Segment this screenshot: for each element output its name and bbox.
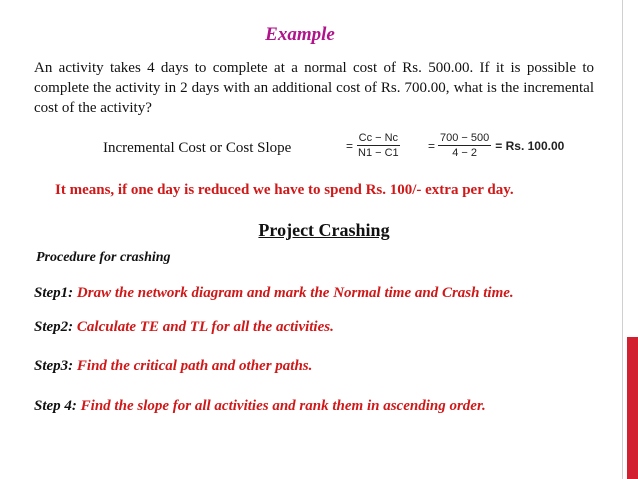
- section-title: Project Crashing: [258, 220, 390, 240]
- equals-sign: =: [428, 138, 436, 153]
- step-4: [34, 398, 486, 415]
- step-text: Calculate TE and TL for all the activities.: [76, 319, 334, 335]
- step-label: Step3:: [34, 358, 74, 374]
- formula-result: = Rs. 100.00: [495, 138, 565, 153]
- formula-label: Incremental Cost or Cost Slope: [103, 140, 292, 156]
- accent-bar: [627, 337, 638, 479]
- slide-heading: Example: [265, 24, 335, 45]
- fraction-denominator: N1 − C1: [358, 147, 399, 159]
- step-text: Find the critical path and other paths.: [76, 358, 313, 374]
- example-paragraph: An activity takes 4 days to complete at a normal cost of Rs. 500.00. If it is possible to complete the activity in 2 days with an additional cost of Rs. 700.00, what is the incremental cost of the activity?: [34, 60, 594, 116]
- fraction-denominator: 4 − 2: [452, 147, 478, 159]
- step-label: Step1:: [34, 285, 74, 301]
- calculation-fraction: [438, 132, 491, 159]
- meaning-statement: It means, if one day is reduced we have to spend Rs. 100/- extra per day.: [55, 182, 514, 198]
- step-2: [34, 319, 334, 336]
- fraction-numerator: 700 − 500: [440, 132, 490, 144]
- fraction-numerator: Cc − Nc: [358, 132, 399, 144]
- step-label: Step 4:: [34, 398, 77, 414]
- procedure-label: Procedure for crashing: [36, 250, 171, 265]
- step-text: Find the slope for all activities and rank them in ascending order.: [80, 398, 486, 414]
- step-1: [34, 285, 514, 302]
- formula-fraction: [356, 132, 401, 159]
- step-3: [34, 358, 312, 375]
- step-label: Step2:: [34, 319, 74, 335]
- cost-slope-formula: [346, 132, 401, 159]
- cost-slope-calculation: [428, 132, 564, 159]
- step-text: Draw the network diagram and mark the Normal time and Crash time.: [76, 285, 514, 301]
- equals-sign: =: [346, 138, 354, 153]
